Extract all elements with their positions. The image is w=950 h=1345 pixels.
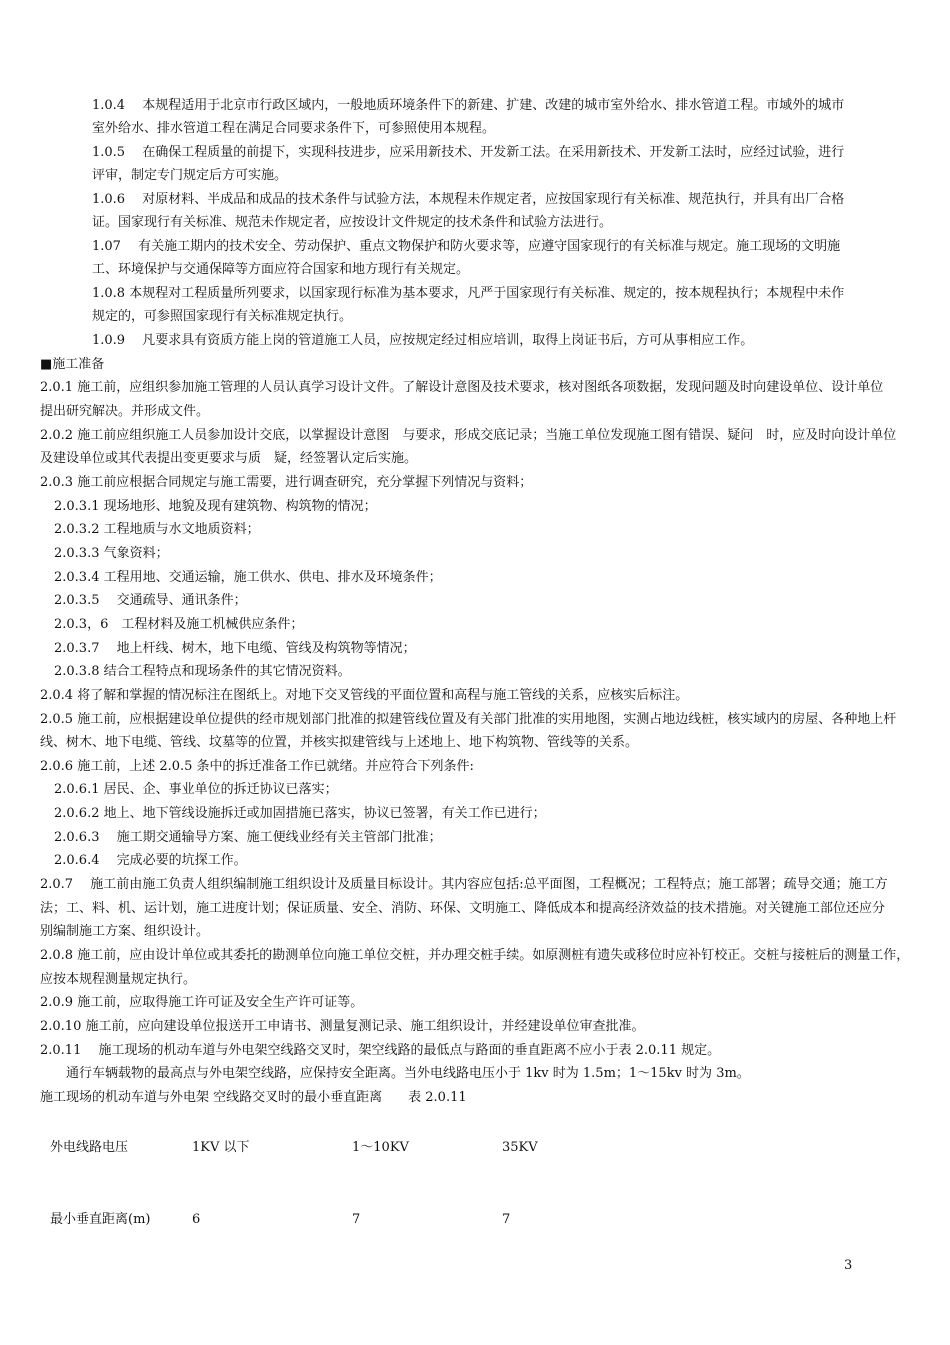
text-line: 别编制施工方案、组织设计。 bbox=[40, 924, 210, 939]
text-line: 规定的，可参照国家现行有关标准规定执行。 bbox=[92, 309, 353, 324]
table-cell: 6 bbox=[192, 1212, 201, 1227]
text-line: 1.07 有关施工期内的技术安全、劳动保护、重点文物保护和防火要求等，应遵守国家现行的有关标准与规定。施工现场的文明施 bbox=[92, 239, 841, 254]
text-line: 通行车辆载物的最高点与外电架空线路，应保持安全距离。当外电线路电压小于 1kv 时为 1.5m；1～15kv 时为 3m。 bbox=[66, 1066, 750, 1081]
list-item: 2.0.6.4 完成必要的坑探工作。 bbox=[54, 853, 247, 868]
table-caption: 施工现场的机动车道与外电架 空线路交叉时的最小垂直距离 表 2.0.11 bbox=[40, 1090, 467, 1105]
list-item: 2.0.6.3 施工期交通输导方案、施工便线业经有关主管部门批准； bbox=[54, 830, 442, 845]
list-item: 2.0.3.3 气象资料； bbox=[54, 546, 169, 561]
text-line: 工、环境保护与交通保障等方面应符合国家和地方现行有关规定。 bbox=[92, 262, 470, 277]
text-line: 应按本规程测量规定执行。 bbox=[40, 972, 197, 987]
text-line: 提出研究解决。并形成文件。 bbox=[40, 404, 210, 419]
table-header-cell: 外电线路电压 bbox=[50, 1140, 129, 1155]
text-line: 评审，制定专门规定后方可实施。 bbox=[92, 168, 288, 183]
text-line: 证。国家现行有关标准、规范未作规定者，应按设计文件规定的技术条件和试验方法进行。 bbox=[92, 215, 613, 230]
text-line: 2.0.4 将了解和掌握的情况标注在图纸上。对地下交叉管线的平面位置和高程与施工管线的关系，应核实后标注。 bbox=[40, 688, 689, 703]
table-cell: 最小垂直距离(m) bbox=[50, 1212, 151, 1227]
list-item: 2.0.3.4 工程用地、交通运输，施工供水、供电、排水及环境条件； bbox=[54, 570, 442, 585]
table-header-cell: 35KV bbox=[502, 1140, 538, 1155]
text-line: 1.0.9 凡要求具有资质方能上岗的管道施工人员，应按规定经过相应培训，取得上岗证书后，方可从事相应工作。 bbox=[92, 333, 754, 348]
text-line: 2.0.2 施工前应组织施工人员参加设计交底，以掌握设计意图 与要求，形成交底记录；当施工单位发现施工图有错误、疑问 时，应及时向设计单位 bbox=[40, 428, 897, 443]
text-line: 线、树木、地下电缆、管线、坟墓等的位置，并核实拟建管线与上述地上、地下构筑物、管线等的关系。 bbox=[40, 735, 639, 750]
text-line: 2.0.1 施工前，应组织参加施工管理的人员认真学习设计文件。了解设计意图及技术要求，核对图纸各项数据，发现问题及时向建设单位、设计单位 bbox=[40, 380, 884, 395]
page-number: 3 bbox=[844, 1258, 853, 1273]
text-line: 及建设单位或其代表提出变更要求与质 疑，经签署认定后实施。 bbox=[40, 451, 418, 466]
table-header-cell: 1～10KV bbox=[352, 1140, 409, 1155]
table-cell: 7 bbox=[502, 1212, 511, 1227]
text-line: 1.0.6 对原材料、半成品和成品的技术条件与试验方法，本规程未作规定者，应按国家现行有关标准、规范执行，并具有出厂合格 bbox=[92, 192, 845, 207]
list-item: 2.0.3.8 结合工程特点和现场条件的其它情况资料。 bbox=[54, 664, 351, 679]
text-line: 1.0.5 在确保工程质量的前提下，实现科技进步，应采用新技术、开发新工法。在采用新技术、开发新工法时，应经过试验，进行 bbox=[92, 145, 845, 160]
text-line: 2.0.7 施工前由施工负责人组织编制施工组织设计及质量目标设计。其内容应包括:总平面图，工程概况；工程特点；施工部署；疏导交通；施工方 bbox=[40, 877, 888, 892]
list-item: 2.0.3.5 交通疏导、通讯条件； bbox=[54, 593, 247, 608]
text-line: 2.0.6 施工前，上述 2.0.5 条中的拆迁准备工作已就绪。并应符合下列条件: bbox=[40, 759, 474, 774]
list-item: 2.0.3.1 现场地形、地貌及现有建筑物、构筑物的情况； bbox=[54, 499, 377, 514]
section-heading: ■施工准备 bbox=[40, 357, 105, 372]
table-header-cell: 1KV 以下 bbox=[192, 1140, 250, 1155]
text-line: 1.0.4 本规程适用于北京市行政区域内，一般地质环境条件下的新建、扩建、改建的城市室外给水、排水管道工程。市域外的城市 bbox=[92, 98, 845, 113]
text-line: 1.0.8 本规程对工程质量所列要求，以国家现行标准为基本要求，凡严于国家现行有关标准、规定的，按本规程执行；本规程中未作 bbox=[92, 286, 845, 301]
list-item: 2.0.3，6 工程材料及施工机械供应条件； bbox=[54, 617, 304, 632]
text-line: 2.0.9 施工前，应取得施工许可证及安全生产许可证等。 bbox=[40, 995, 364, 1010]
table-cell: 7 bbox=[352, 1212, 361, 1227]
list-item: 2.0.6.1 居民、企、事业单位的拆迁协议已落实； bbox=[54, 782, 338, 797]
list-item: 2.0.3.2 工程地质与水文地质资料； bbox=[54, 522, 260, 537]
text-line: 2.0.3 施工前应根据合同规定与施工需要，进行调查研究，充分掌握下列情况与资料； bbox=[40, 475, 533, 490]
text-line: 2.0.11 施工现场的机动车道与外电架空线路交叉时，架空线路的最低点与路面的垂直距离不应小于表 2.0.11 规定。 bbox=[40, 1043, 721, 1058]
list-item: 2.0.3.7 地上杆线、树木，地下电缆、管线及构筑物等情况； bbox=[54, 641, 416, 656]
text-line: 2.0.10 施工前，应向建设单位报送开工申请书、测量复测记录、施工组织设计，并经建设单位审查批准。 bbox=[40, 1019, 645, 1034]
text-line: 2.0.5 施工前，应根据建设单位提供的经市规划部门批准的拟建管线位置及有关部门批准的实用地图，实测占地边线桩，核实域内的房屋、各种地上杆 bbox=[40, 712, 897, 727]
list-item: 2.0.6.2 地上、地下管线设施拆迁或加固措施已落实，协议已签署，有关工作已进行； bbox=[54, 806, 546, 821]
text-line: 法；工、料、机、运计划，施工进度计划；保证质量、安全、消防、环保、文明施工、降低成本和提高经济效益的技术措施。对关键施工部位还应分 bbox=[40, 901, 886, 916]
text-line: 2.0.8 施工前，应由设计单位或其委托的勘测单位向施工单位交桩，并办理交桩手续。如原测桩有遗失或移位时应补钉校正。交桩与接桩后的测量工作， bbox=[40, 948, 910, 963]
text-line: 室外给水、排水管道工程在满足合同要求条件下，可参照使用本规程。 bbox=[92, 121, 496, 136]
